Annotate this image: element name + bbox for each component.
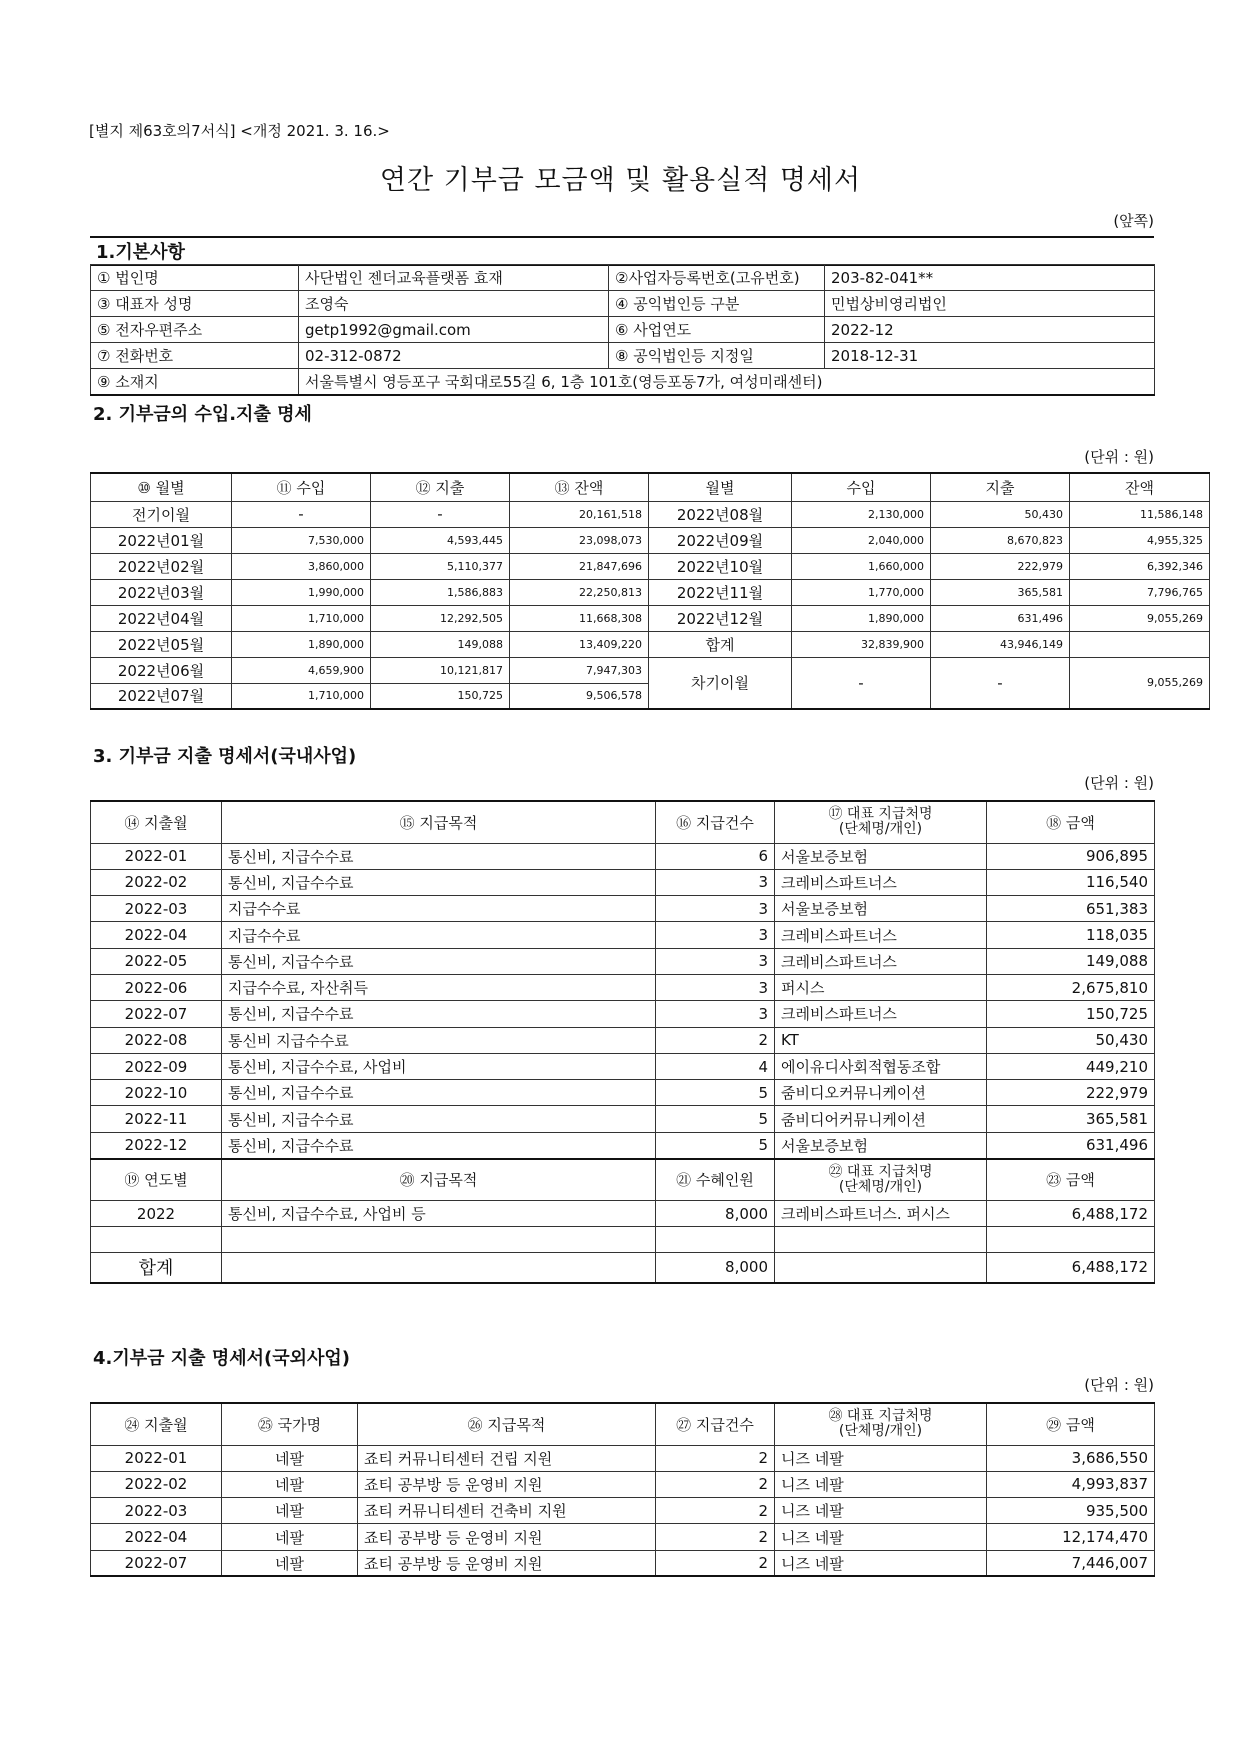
payee-cell: 퍼시스 (775, 974, 987, 1000)
page-side-label: (앞쪽) (1113, 212, 1154, 230)
info-row (91, 265, 1155, 291)
payee-cell: 줌비디어커뮤니케이션 (775, 1106, 987, 1132)
amount-cell: 2,130,000 (792, 501, 931, 527)
month-label: 2022년10월 (649, 553, 792, 579)
count-cell: 6 (656, 843, 775, 869)
amount-cell: 13,409,220 (510, 631, 649, 657)
info-label: ⑤ 전자우편주소 (91, 317, 299, 343)
amount-cell: 11,668,308 (510, 605, 649, 631)
info-value: 203-82-041** (825, 265, 1155, 291)
amount-cell: 1,890,000 (792, 605, 931, 631)
count-cell: 2 (656, 1445, 775, 1471)
month-label: 2022년08월 (649, 501, 792, 527)
count-cell: 2 (656, 1027, 775, 1053)
column-header: ⑬ 잔액 (510, 473, 649, 501)
count-cell: 3 (656, 974, 775, 1000)
month-label: 2022년03월 (91, 579, 232, 605)
month-label: 2022년01월 (91, 527, 232, 553)
info-value: 민법상비영리법인 (825, 291, 1155, 317)
amount-cell: 1,990,000 (232, 579, 371, 605)
month-cell: 2022-03 (91, 896, 222, 922)
country-cell: 네팔 (222, 1498, 358, 1524)
payee-cell: 에이유디사회적협동조합 (775, 1053, 987, 1079)
amount-cell: 1,890,000 (232, 631, 371, 657)
purpose-cell: 죠티 공부방 등 운영비 지원 (358, 1524, 656, 1550)
info-value: 2022-12 (825, 317, 1155, 343)
info-row (91, 343, 1155, 369)
info-row-address (91, 369, 1155, 395)
country-cell: 네팔 (222, 1524, 358, 1550)
amount-cell: 4,659,900 (232, 657, 371, 683)
payee-cell: 줌비디오커뮤니케이션 (775, 1080, 987, 1106)
expense-row (91, 1132, 1155, 1158)
expense-row (91, 1080, 1155, 1106)
month-label: 2022년06월 (91, 657, 232, 683)
month-cell: 2022-01 (91, 1445, 222, 1471)
count-cell: 5 (656, 1132, 775, 1158)
purpose-cell: 통신비 지급수수료 (222, 1027, 656, 1053)
basic-info-grid (90, 264, 1155, 396)
column-header: ⑩ 월별 (91, 473, 232, 501)
column-header: ⑱ 금액 (987, 801, 1155, 843)
month-label: 2022년05월 (91, 631, 232, 657)
header-row (91, 801, 1155, 843)
empty-cell (656, 1227, 775, 1253)
payee-cell: 크레비스파트너스 (775, 948, 987, 974)
month-label: 2022년07월 (91, 683, 232, 709)
amount-cell: 22,250,813 (510, 579, 649, 605)
country-cell: 네팔 (222, 1550, 358, 1576)
expense-row (91, 1471, 1155, 1497)
amount-cell: 7,947,303 (510, 657, 649, 683)
amount-cell: 631,496 (987, 1132, 1155, 1158)
amount-cell: 935,500 (987, 1498, 1155, 1524)
purpose-cell: 통신비, 지급수수료 (222, 1132, 656, 1158)
column-header: ㉖ 지급목적 (358, 1403, 656, 1445)
unit-label: (단위 : 원) (1084, 1376, 1154, 1394)
month-label: 2022년12월 (649, 605, 792, 631)
month-cell: 2022-04 (91, 1524, 222, 1550)
amount-cell: 9,055,269 (1070, 657, 1210, 709)
section-heading: 1.기본사항 (90, 237, 1154, 265)
amount-cell: 7,796,765 (1070, 579, 1210, 605)
month-cell: 2022-01 (91, 843, 222, 869)
expense-row (91, 1524, 1155, 1550)
country-cell: 네팔 (222, 1471, 358, 1497)
month-cell: 2022-09 (91, 1053, 222, 1079)
month-cell: 2022-02 (91, 869, 222, 895)
info-value: 2018-12-31 (825, 343, 1155, 369)
purpose-cell: 지급수수료, 자산취득 (222, 974, 656, 1000)
amount-cell: 4,593,445 (371, 527, 510, 553)
info-label: ⑥ 사업연도 (609, 317, 825, 343)
amount-cell: 222,979 (931, 553, 1070, 579)
info-label: ⑨ 소재지 (91, 369, 299, 395)
total-label: 합계 (91, 1253, 222, 1283)
header-line: (단체명/개인) (838, 1423, 923, 1440)
month-label: 2022년09월 (649, 527, 792, 553)
amount-cell: 365,581 (987, 1106, 1155, 1132)
payee-cell: 니즈 네팔 (775, 1524, 987, 1550)
form-number: [별지 제63호의7서식] <개정 2021. 3. 16.> (89, 122, 390, 140)
amount-cell: 149,088 (987, 948, 1155, 974)
payee-cell: 서울보증보험 (775, 843, 987, 869)
amount-cell: 3,860,000 (232, 553, 371, 579)
amount-cell: 906,895 (987, 843, 1155, 869)
month-cell: 2022-07 (91, 1001, 222, 1027)
amount-cell: 3,686,550 (987, 1445, 1155, 1471)
expense-row (91, 1550, 1155, 1576)
empty-cell (775, 1227, 987, 1253)
column-header (775, 1159, 987, 1201)
domestic-expense-table (90, 800, 1155, 1284)
amount-cell: 150,725 (987, 1001, 1155, 1027)
column-header (775, 1403, 987, 1445)
amount-cell: 1,770,000 (792, 579, 931, 605)
amount-cell: - (792, 657, 931, 709)
amount-cell: 6,392,346 (1070, 553, 1210, 579)
address-value: 서울특별시 영등포구 국회대로55길 6, 1층 101호(영등포동7가, 여성미래센터) (299, 369, 1155, 395)
amount-cell: 449,210 (987, 1053, 1155, 1079)
amount-cell (1070, 631, 1210, 657)
empty-cell (987, 1227, 1155, 1253)
month-label: 2022년04월 (91, 605, 232, 631)
expense-row (91, 1053, 1155, 1079)
info-value: getp1992@gmail.com (299, 317, 609, 343)
amount-cell: 7,530,000 (232, 527, 371, 553)
column-header: 월별 (649, 473, 792, 501)
empty-cell (222, 1253, 656, 1283)
column-header: ⑯ 지급건수 (656, 801, 775, 843)
column-header: ⑮ 지급목적 (222, 801, 656, 843)
section-heading: 3. 기부금 지출 명세서(국내사업) (93, 746, 357, 767)
amount-cell: 32,839,900 (792, 631, 931, 657)
section-heading: 2. 기부금의 수입.지출 명세 (93, 404, 312, 425)
column-header: ㉗ 지급건수 (656, 1403, 775, 1445)
amount-cell: 149,088 (371, 631, 510, 657)
payee-cell: 서울보증보험 (775, 896, 987, 922)
column-header: ⑫ 지출 (371, 473, 510, 501)
month-cell: 2022-02 (91, 1471, 222, 1497)
count-cell: 3 (656, 1001, 775, 1027)
purpose-cell: 지급수수료 (222, 922, 656, 948)
month-row (91, 527, 1210, 553)
purpose-cell: 지급수수료 (222, 896, 656, 922)
count-cell: 2 (656, 1471, 775, 1497)
count-cell: 2 (656, 1524, 775, 1550)
header-row (91, 1403, 1155, 1445)
month-row (91, 553, 1210, 579)
header-row (91, 1159, 1155, 1201)
amount-cell: 1,710,000 (232, 683, 371, 709)
amount-cell: 20,161,518 (510, 501, 649, 527)
month-cell: 2022-12 (91, 1132, 222, 1158)
info-label: ②사업자등록번호(고유번호) (609, 265, 825, 291)
expense-row (91, 1001, 1155, 1027)
expense-row (91, 1106, 1155, 1132)
payee-cell: 크레비스파트너스 (775, 869, 987, 895)
amount-cell: 9,055,269 (1070, 605, 1210, 631)
payee-cell: 서울보증보험 (775, 1132, 987, 1158)
info-value: 사단법인 젠더교육플랫폼 효재 (299, 265, 609, 291)
info-label: ① 법인명 (91, 265, 299, 291)
payee-cell: 니즈 네팔 (775, 1498, 987, 1524)
count-cell: 3 (656, 869, 775, 895)
month-cell: 2022-10 (91, 1080, 222, 1106)
purpose-cell: 통신비, 지급수수료 (222, 869, 656, 895)
month-row (91, 631, 1210, 657)
amount-cell: - (232, 501, 371, 527)
month-cell: 2022-11 (91, 1106, 222, 1132)
column-header: ⑭ 지출월 (91, 801, 222, 843)
purpose-cell: 죠티 커뮤니티센터 건립 지원 (358, 1445, 656, 1471)
header-line: ⑰ 대표 지급처명 (828, 806, 933, 823)
income-expense-table (90, 472, 1210, 710)
purpose-cell: 통신비, 지급수수료 (222, 1080, 656, 1106)
count-cell: 3 (656, 948, 775, 974)
empty-cell (775, 1253, 987, 1283)
amount-cell: 631,496 (931, 605, 1070, 631)
payee-cell: 크레비스파트너스 (775, 922, 987, 948)
year-row (91, 1201, 1155, 1227)
purpose-cell: 통신비, 지급수수료 (222, 948, 656, 974)
amount-cell: 6,488,172 (987, 1201, 1155, 1227)
purpose-cell: 통신비, 지급수수료, 사업비 등 (222, 1201, 656, 1227)
amount-cell: 116,540 (987, 869, 1155, 895)
header-line: ㉘ 대표 지급처명 (828, 1408, 933, 1425)
column-header: 지출 (931, 473, 1070, 501)
month-row (91, 605, 1210, 631)
amount-cell: 50,430 (987, 1027, 1155, 1053)
amount-cell: 118,035 (987, 922, 1155, 948)
count-cell: 2 (656, 1498, 775, 1524)
carry-label: 차기이월 (649, 657, 792, 709)
expense-row (91, 922, 1155, 948)
purpose-cell: 죠티 공부방 등 운영비 지원 (358, 1471, 656, 1497)
purpose-cell: 통신비, 지급수수료, 사업비 (222, 1053, 656, 1079)
section-basic-info (90, 236, 1154, 396)
expense-row (91, 896, 1155, 922)
month-label: 합계 (649, 631, 792, 657)
payee-cell: KT (775, 1027, 987, 1053)
amount-cell: 6,488,172 (987, 1253, 1155, 1283)
purpose-cell: 통신비, 지급수수료 (222, 1001, 656, 1027)
payee-cell: 니즈 네팔 (775, 1550, 987, 1576)
payee-cell: 니즈 네팔 (775, 1471, 987, 1497)
amount-cell: 1,660,000 (792, 553, 931, 579)
expense-row (91, 948, 1155, 974)
column-header: ㉙ 금액 (987, 1403, 1155, 1445)
empty-row (91, 1227, 1155, 1253)
amount-cell: 1,710,000 (232, 605, 371, 631)
info-value: 조영숙 (299, 291, 609, 317)
info-value: 02-312-0872 (299, 343, 609, 369)
basic-info-table (90, 236, 1154, 266)
amount-cell: 43,946,149 (931, 631, 1070, 657)
amount-cell: 7,446,007 (987, 1550, 1155, 1576)
month-cell: 2022-04 (91, 922, 222, 948)
expense-row (91, 974, 1155, 1000)
amount-cell: 651,383 (987, 896, 1155, 922)
unit-label: (단위 : 원) (1084, 774, 1154, 792)
column-header: ⑲ 연도별 (91, 1159, 222, 1201)
count-cell: 5 (656, 1080, 775, 1106)
count-cell: 3 (656, 896, 775, 922)
amount-cell: 4,955,325 (1070, 527, 1210, 553)
info-row (91, 317, 1155, 343)
month-label: 2022년02월 (91, 553, 232, 579)
amount-cell: 12,174,470 (987, 1524, 1155, 1550)
expense-row (91, 1498, 1155, 1524)
amount-cell: 2,040,000 (792, 527, 931, 553)
expense-row (91, 843, 1155, 869)
expense-row (91, 1445, 1155, 1471)
amount-cell: 222,979 (987, 1080, 1155, 1106)
column-header: ㉔ 지출월 (91, 1403, 222, 1445)
month-cell: 2022-05 (91, 948, 222, 974)
month-cell: 2022-06 (91, 974, 222, 1000)
column-header (775, 801, 987, 843)
amount-cell: 1,586,883 (371, 579, 510, 605)
amount-cell: - (371, 501, 510, 527)
amount-cell: 50,430 (931, 501, 1070, 527)
column-header: ⑳ 지급목적 (222, 1159, 656, 1201)
header-row (91, 473, 1210, 501)
payee-cell: 크레비스파트너스 (775, 1001, 987, 1027)
month-cell: 2022-07 (91, 1550, 222, 1576)
page-title: 연간 기부금 모금액 및 활용실적 명세서 (379, 165, 862, 196)
month-row (91, 657, 1210, 683)
month-label: 전기이월 (91, 501, 232, 527)
amount-cell: 150,725 (371, 683, 510, 709)
info-label: ⑧ 공익법인등 지정일 (609, 343, 825, 369)
count-cell: 3 (656, 922, 775, 948)
info-row (91, 291, 1155, 317)
amount-cell: 9,506,578 (510, 683, 649, 709)
payee-cell: 니즈 네팔 (775, 1445, 987, 1471)
expense-row (91, 869, 1155, 895)
purpose-cell: 통신비, 지급수수료 (222, 1106, 656, 1132)
empty-cell (91, 1227, 222, 1253)
month-cell: 2022-08 (91, 1027, 222, 1053)
amount-cell: 8,670,823 (931, 527, 1070, 553)
amount-cell: 5,110,377 (371, 553, 510, 579)
empty-cell (222, 1227, 656, 1253)
amount-cell: - (931, 657, 1070, 709)
count-cell: 8,000 (656, 1201, 775, 1227)
column-header: ⑪ 수입 (232, 473, 371, 501)
column-header: ㉕ 국가명 (222, 1403, 358, 1445)
header-line: ㉒ 대표 지급처명 (828, 1163, 933, 1180)
purpose-cell: 죠티 공부방 등 운영비 지원 (358, 1550, 656, 1576)
info-label: ③ 대표자 성명 (91, 291, 299, 317)
amount-cell: 2,675,810 (987, 974, 1155, 1000)
amount-cell: 365,581 (931, 579, 1070, 605)
expense-row (91, 1027, 1155, 1053)
country-cell: 네팔 (222, 1445, 358, 1471)
count-cell: 4 (656, 1053, 775, 1079)
payee-cell: 크레비스파트너스. 퍼시스 (775, 1201, 987, 1227)
header-line: (단체명/개인) (838, 1178, 923, 1195)
amount-cell: 21,847,696 (510, 553, 649, 579)
amount-cell: 12,292,505 (371, 605, 510, 631)
month-row (91, 501, 1210, 527)
purpose-cell: 통신비, 지급수수료 (222, 843, 656, 869)
info-label: ⑦ 전화번호 (91, 343, 299, 369)
year-cell: 2022 (91, 1201, 222, 1227)
amount-cell: 4,993,837 (987, 1471, 1155, 1497)
column-header: 수입 (792, 473, 931, 501)
column-header: ㉓ 금액 (987, 1159, 1155, 1201)
count-cell: 2 (656, 1550, 775, 1576)
overseas-expense-table (90, 1402, 1155, 1577)
info-label: ④ 공익법인등 구분 (609, 291, 825, 317)
header-line: (단체명/개인) (838, 821, 923, 838)
amount-cell: 10,121,817 (371, 657, 510, 683)
amount-cell: 23,098,073 (510, 527, 649, 553)
month-row (91, 579, 1210, 605)
count-cell: 8,000 (656, 1253, 775, 1283)
column-header: 잔액 (1070, 473, 1210, 501)
column-header: ㉑ 수혜인원 (656, 1159, 775, 1201)
section-heading: 4.기부금 지출 명세서(국외사업) (93, 1348, 351, 1369)
month-cell: 2022-03 (91, 1498, 222, 1524)
total-row (91, 1253, 1155, 1283)
month-label: 2022년11월 (649, 579, 792, 605)
amount-cell: 11,586,148 (1070, 501, 1210, 527)
purpose-cell: 죠티 커뮤니티센터 건축비 지원 (358, 1498, 656, 1524)
count-cell: 5 (656, 1106, 775, 1132)
unit-label: (단위 : 원) (1084, 448, 1154, 466)
